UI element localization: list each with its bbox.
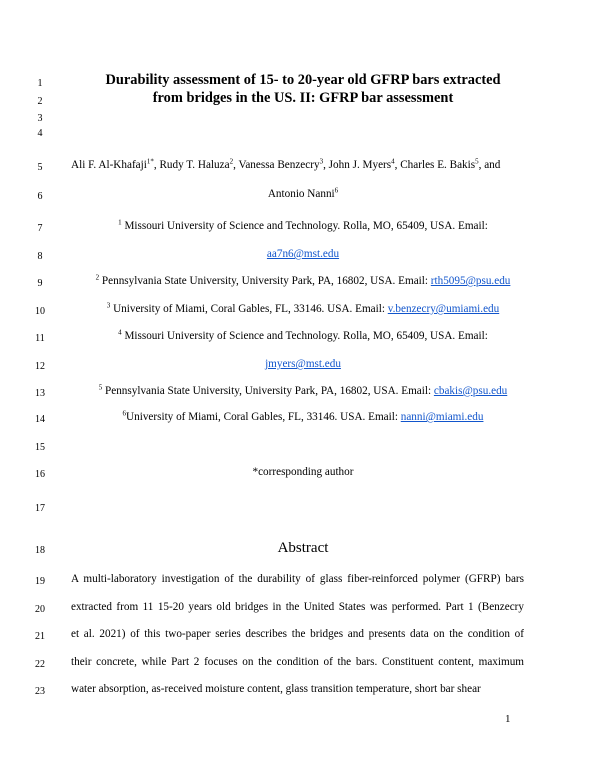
affiliation-text: Missouri University of Science and Technology. Rolla, MO, 65409, USA. Email: — [121, 220, 488, 232]
affiliation-text: Missouri University of Science and Technology. Rolla, MO, 65409, USA. Email: — [121, 330, 488, 342]
author-name: Ali F. Al-Khafaji — [71, 159, 147, 171]
author-sup: 4 — [391, 157, 395, 166]
author-sup: 2 — [229, 157, 234, 166]
line-number: 10 — [35, 306, 45, 317]
author-sup: 1* — [146, 157, 154, 166]
author-name: Charles E. Bakis — [400, 159, 476, 171]
title-line-2: from bridges in the US. II: GFRP bar assessment — [152, 90, 454, 106]
affiliation-2 — [68, 275, 538, 287]
abstract-heading: Abstract — [277, 540, 329, 556]
line-number: 1 — [37, 78, 43, 89]
author-name: Vanessa Benzecry — [238, 159, 320, 171]
author-list-cont — [68, 188, 538, 200]
page-number: 1 — [505, 713, 511, 725]
line-number: 21 — [35, 631, 45, 642]
email-link[interactable]: rth5095@psu.edu — [430, 275, 511, 287]
affiliation-6 — [68, 411, 538, 423]
line-number: 15 — [35, 442, 45, 453]
affiliation-sup: 2 — [95, 273, 100, 282]
author-sep: , — [394, 159, 401, 171]
corresponding-author-note: *corresponding author — [252, 466, 354, 478]
line-number: 7 — [37, 223, 43, 234]
line-number: 5 — [37, 162, 43, 173]
line-number: 4 — [37, 128, 43, 139]
line-number: 11 — [35, 333, 45, 344]
affiliation-4 — [68, 330, 538, 342]
line-number: 18 — [35, 545, 45, 556]
abstract-line: et al. 2021) of this two-paper series describes the bridges and presents data on the condition of — [71, 628, 524, 640]
affiliation-text: Pennsylvania State University, University Park, PA, 16802, USA. Email: — [99, 275, 431, 287]
affiliation-1 — [68, 220, 538, 232]
affiliation-5 — [68, 385, 538, 397]
line-number: 8 — [37, 251, 43, 262]
affiliation-text: Pennsylvania State University, University Park, PA, 16802, USA. Email: — [102, 385, 434, 397]
author-name: Antonio Nanni — [267, 188, 335, 200]
email-link[interactable]: jmyers@mst.edu — [265, 358, 341, 370]
author-name: Rudy T. Haluza — [159, 159, 230, 171]
line-number: 3 — [37, 113, 43, 124]
affiliation-sup: 1 — [118, 218, 122, 227]
affiliation-1-email-line — [68, 248, 538, 260]
affiliation-sup: 3 — [106, 301, 111, 310]
affiliation-text: University of Miami, Coral Gables, FL, 33146. USA. Email: — [126, 411, 401, 423]
author-sep: , — [233, 159, 239, 171]
line-number: 16 — [35, 469, 45, 480]
affiliation-3 — [68, 303, 538, 315]
email-link[interactable]: aa7n6@mst.edu — [266, 248, 340, 260]
affiliation-sup: 4 — [118, 328, 122, 337]
email-link[interactable]: cbakis@psu.edu — [433, 385, 508, 397]
line-number: 13 — [35, 388, 45, 399]
title-line-1: Durability assessment of 15- to 20-year old GFRP bars extracted — [105, 72, 501, 88]
line-number: 19 — [35, 576, 45, 587]
author-name: John J. Myers — [328, 159, 392, 171]
abstract-line: A multi-laboratory investigation of the durability of glass fiber-reinforced polymer (GFRP) bars — [71, 573, 524, 585]
affiliation-text: University of Miami, Coral Gables, FL, 33146. USA. Email: — [110, 303, 388, 315]
author-sep: , — [153, 159, 160, 171]
affiliation-sup: 6 — [122, 409, 127, 418]
author-sep: , and — [478, 159, 501, 171]
line-number: 6 — [37, 191, 43, 202]
line-number: 9 — [37, 278, 43, 289]
email-link[interactable]: nanni@miami.edu — [400, 411, 484, 423]
author-list — [71, 159, 541, 171]
email-link[interactable]: v.benzecry@umiami.edu — [387, 303, 500, 315]
abstract-line: their concrete, while Part 2 focuses on the condition of the bars. Constituent content, maximum — [71, 656, 524, 668]
line-number: 17 — [35, 503, 45, 514]
line-number: 22 — [35, 659, 45, 670]
affiliation-sup: 5 — [98, 383, 103, 392]
author-sep: , — [323, 159, 329, 171]
line-number: 12 — [35, 361, 45, 372]
author-sup: 3 — [319, 157, 324, 166]
abstract-line: extracted from 11 15-20 years old bridges in the United States was performed. Part 1 (Benzecry — [71, 601, 524, 613]
line-number: 20 — [35, 604, 45, 615]
affiliation-4-email-line — [68, 358, 538, 370]
line-number: 14 — [35, 414, 45, 425]
line-number: 2 — [37, 96, 43, 107]
author-sup: 5 — [475, 157, 479, 166]
author-sup: 6 — [334, 186, 339, 195]
abstract-line: water absorption, as-received moisture content, glass transition temperature, short bar shear — [71, 683, 481, 695]
line-number: 23 — [35, 686, 45, 697]
